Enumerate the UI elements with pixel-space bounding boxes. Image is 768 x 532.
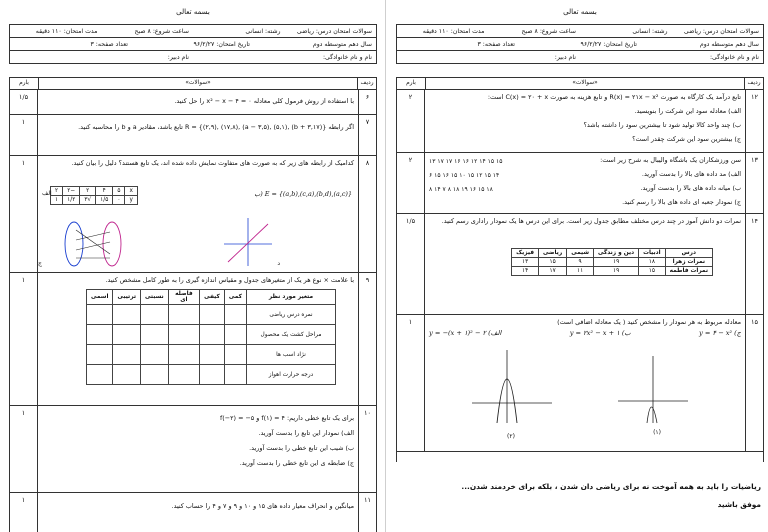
table-cell: مراحل کشت یک محصول	[247, 325, 336, 345]
col-row: ردیف	[357, 78, 376, 89]
exam-header	[9, 24, 377, 64]
question-number: ۱۲	[745, 90, 763, 152]
answer-cell[interactable]	[113, 365, 141, 385]
answer-cell[interactable]	[168, 305, 199, 325]
graph-2-label: (۲)	[507, 433, 515, 440]
table-cell: ۰	[113, 196, 125, 205]
question-score: ۱	[10, 156, 38, 272]
answer-cell[interactable]	[200, 305, 225, 325]
label-a: الف	[42, 190, 52, 197]
answer-cell[interactable]	[168, 345, 199, 365]
table-cell: درجه حرارت اهواز	[247, 365, 336, 385]
table-header: شیمی	[567, 249, 594, 258]
question-score: ۲	[397, 153, 425, 213]
table-cell: ۱۹	[594, 258, 639, 267]
table-cell: نمره درس ریاضی	[247, 305, 336, 325]
question-part: ج) ضابطه ی این تابع خطی را بدست آورید.	[239, 459, 354, 467]
start-time: ساعت شروع: ۸ صبح	[521, 27, 576, 35]
col-questions: «سوالات»	[572, 80, 598, 86]
question-part: الف) مد داده های بالا را بدست آورید.	[641, 170, 741, 178]
answer-cell[interactable]	[224, 305, 246, 325]
question-number: ۱۴	[745, 214, 763, 314]
question-part: ب) چند واحد کالا تولید شود تا بیشترین سود را داشته باشد؟	[583, 121, 741, 129]
page-divider	[385, 0, 386, 532]
answer-cell[interactable]	[200, 365, 225, 385]
table-cell: نمرات فاطمه	[665, 267, 712, 276]
table-cell: ۱/۲	[63, 196, 80, 205]
closing-quote: ریاضیات را باید به همه آموخت نه برای ریاضی دان شدن ، بلکه برای خردمند شدن...	[461, 482, 761, 491]
table-cell: ۱۳	[512, 258, 539, 267]
question-13	[397, 153, 763, 214]
question-number: ۸	[358, 156, 376, 272]
graph-2	[467, 345, 557, 431]
table-header: کیفی	[200, 290, 225, 305]
table-cell: −۲	[63, 187, 80, 196]
subject: سوالات امتحان درس: ریاضی	[296, 27, 372, 35]
table-header: فاصله ای	[168, 290, 199, 305]
table-header: ترتیبی	[113, 290, 141, 305]
field: رشته: انسانی	[632, 27, 668, 35]
table-cell: ۱۱	[567, 267, 594, 276]
table-cell: ۵	[113, 187, 125, 196]
page-count: تعداد صفحه: ۳	[477, 40, 515, 48]
question-table	[9, 77, 377, 532]
table-header: اسمی	[87, 290, 113, 305]
question-text: میانگین و انحراف معیار داده های ۱۵ و ۱۰ و ۹ و ۷ و ۴ را حساب کنید.	[171, 502, 354, 510]
question-6	[10, 90, 376, 115]
question-9	[10, 273, 376, 406]
data-row: ۱۵ ۱۵ ۱۴ ۱۲ ۱۶ ۱۶ ۱۷ ۱۷ ۱۳	[429, 158, 503, 165]
answer-cell[interactable]	[87, 305, 113, 325]
question-text: نمرات دو دانش آموز در چند درس مختلف مطابق جدول زیر است. برای این درس ها یک نمودار راداری رسم کنید.	[441, 217, 741, 225]
bismillah: بسمه تعالی	[176, 8, 210, 16]
col-score: بارم	[10, 78, 39, 89]
label-d: د	[277, 260, 280, 267]
answer-cell[interactable]	[141, 345, 169, 365]
question-text: تابع درآمد یک کارگاه به صورت R(x) = ۲۱x − x² و تابع هزینه به صورت C(x) = ۲۰ + x است:	[487, 93, 741, 101]
student-name: نام و نام خانوادگی:	[709, 53, 759, 61]
table-cell: ۱/۵	[96, 196, 113, 205]
question-number: ۱۵	[745, 315, 763, 451]
question-part: ب) میانه داده های بالا را بدست آورید.	[640, 184, 741, 192]
question-7	[10, 115, 376, 156]
table-cell: ۱	[51, 196, 63, 205]
answer-cell[interactable]	[141, 325, 169, 345]
duration: مدت امتحان: ۱۱۰ دقیقه	[422, 27, 485, 35]
exam-header	[396, 24, 764, 64]
exam-page-2	[4, 0, 382, 532]
variables-table	[86, 289, 336, 385]
table-cell: ۱۹	[594, 267, 639, 276]
grade: سال دهم متوسطه دوم	[699, 40, 759, 48]
answer-cell[interactable]	[141, 305, 169, 325]
answer-cell[interactable]	[113, 325, 141, 345]
table-cell: ۹	[567, 258, 594, 267]
question-12	[397, 90, 763, 153]
exam-page-1	[391, 0, 768, 532]
answer-cell[interactable]	[87, 325, 113, 345]
good-luck: موفق باشید	[717, 500, 761, 509]
line-graph	[220, 216, 276, 268]
question-number: ۷	[358, 115, 376, 155]
question-15	[397, 315, 763, 452]
question-text: با علامت × نوع هر یک از متغیرهای جدول و مقیاس اندازه گیری را به طور کامل مشخص کنید.	[105, 276, 354, 284]
question-score: ۲	[397, 90, 425, 152]
label-b: ب	[254, 190, 261, 198]
answer-cell[interactable]	[168, 365, 199, 385]
question-number: ۶	[358, 90, 376, 114]
teacher-name: نام دبیر:	[167, 53, 189, 61]
question-text: کدامیک از رابطه های زیر که به صورت های متفاوت نمایش داده شده اند، یک تابع هستند؟ دلیل را بیان کنید.	[71, 159, 354, 167]
table-cell: ۲	[51, 187, 63, 196]
question-part: ج) نمودار جعبه ای داده های بالا را رسم کنید.	[622, 198, 741, 206]
question-text: برای یک تابع خطی داریم: f(۱) = ۴ و f(−۲) = −۵	[220, 414, 354, 422]
answer-cell[interactable]	[87, 345, 113, 365]
table-cell: ۱۵	[539, 258, 567, 267]
label-c: ج	[38, 260, 42, 267]
table-cell: y	[125, 196, 137, 205]
question-score: ۱	[10, 273, 38, 405]
answer-cell[interactable]	[200, 345, 225, 365]
question-part: ب) شیب این تابع خطی را بدست آورید.	[249, 444, 354, 452]
teacher-name: نام دبیر:	[554, 53, 576, 61]
table-header: درس	[665, 249, 712, 258]
question-table	[396, 77, 764, 462]
field: رشته: انسانی	[245, 27, 281, 35]
question-text: با استفاده از روش فرمول کلی معادله x² − x − ۴ = ۰ را حل کنید.	[174, 97, 354, 105]
table-header: فیزیک	[512, 249, 539, 258]
table-header: متغیر مورد نظر	[247, 290, 336, 305]
question-11	[10, 493, 376, 532]
option-a: الف) y = −(x + ۱)² − ۲	[429, 329, 502, 337]
grade: سال دهم متوسطه دوم	[312, 40, 372, 48]
question-number: ۱۱	[358, 493, 376, 532]
mapping-diagram	[46, 218, 136, 270]
exam-date: تاریخ امتحان: ۹۶/۲/۲۷	[193, 40, 250, 48]
table-cell: نمرات زهرا	[665, 258, 712, 267]
question-score: ۱	[10, 493, 38, 532]
question-8	[10, 156, 376, 273]
question-part: الف) نمودار این تابع را بدست آورید.	[258, 429, 354, 437]
table-cell: x	[125, 187, 137, 196]
page-count: تعداد صفحه: ۳	[90, 40, 128, 48]
question-text: اگر رابطه R = {(۲,۹), (۱۷,۸), (a − ۳,۵), (۵,۱), (b + ۳,۱۷)} تابع باشد، مقادیر a و b را محاسبه کنید.	[78, 123, 354, 131]
answer-cell[interactable]	[224, 365, 246, 385]
question-part: ج) بیشترین سود این شرکت چقدر است؟	[632, 135, 741, 143]
table-cell: ۱۵	[639, 267, 666, 276]
answer-cell[interactable]	[224, 345, 246, 365]
graph-1	[613, 351, 693, 431]
question-text: سن ورزشکاران یک باشگاه والیبال به شرح زیر است:	[600, 156, 741, 164]
question-score: ۱/۵	[397, 214, 425, 314]
student-name: نام و نام خانوادگی:	[322, 53, 372, 61]
exam-date: تاریخ امتحان: ۹۶/۲/۲۷	[580, 40, 637, 48]
xy-table	[50, 186, 138, 205]
table-cell: ۱۴	[512, 267, 539, 276]
table-header: ریاضی	[539, 249, 567, 258]
table-cell: ۱۸	[639, 258, 666, 267]
start-time: ساعت شروع: ۸ صبح	[134, 27, 189, 35]
question-score: ۱	[10, 115, 38, 155]
data-row: ۱۴ ۱۵ ۱۲ ۱۵ ۱۰ ۱۵ ۱۶ ۱۵ ۶	[429, 172, 500, 179]
graph-1-label: (۱)	[653, 429, 661, 436]
table-cell: ۴	[96, 187, 113, 196]
option-b: ب) y = ۲x² − x + ۱	[569, 329, 631, 337]
question-number: ۹	[358, 273, 376, 405]
answer-cell[interactable]	[87, 365, 113, 385]
set-e-expr: E = {(a,b),(c,a),(b,d),(a,c)}	[264, 190, 352, 198]
option-c: ج) y = ۴ − x²	[699, 329, 741, 337]
answer-cell[interactable]	[168, 325, 199, 345]
question-score: ۱	[397, 315, 425, 451]
question-number: ۱۳	[745, 153, 763, 213]
table-cell: ۱۷	[539, 267, 567, 276]
question-14	[397, 214, 763, 315]
table-header: کمی	[224, 290, 246, 305]
col-score: بارم	[397, 78, 426, 89]
grades-table	[511, 248, 713, 276]
answer-cell[interactable]	[113, 305, 141, 325]
data-row: ۱۸ ۱۵ ۱۶ ۱۹ ۱۸ ۸ ۷ ۱۴ ۸	[429, 186, 493, 193]
table-cell: ۲	[80, 187, 96, 196]
table-cell: √۳	[80, 196, 96, 205]
answer-cell[interactable]	[113, 345, 141, 365]
question-score: ۱/۵	[10, 90, 38, 114]
answer-cell[interactable]	[224, 325, 246, 345]
answer-cell[interactable]	[200, 325, 225, 345]
table-header: دین و زندگی	[594, 249, 639, 258]
set-e: ب) E = {(a,b),(c,a),(b,d),(a,c)}	[254, 190, 352, 198]
question-part: الف) معادله سود این شرکت را بنویسید.	[634, 107, 741, 115]
table-header: ادبیات	[639, 249, 666, 258]
subject: سوالات امتحان درس: ریاضی	[683, 27, 759, 35]
question-number: ۱۰	[358, 406, 376, 492]
table-cell: نژاد اسب ها	[247, 345, 336, 365]
question-10	[10, 406, 376, 493]
duration: مدت امتحان: ۱۱۰ دقیقه	[35, 27, 98, 35]
question-score: ۱	[10, 406, 38, 492]
question-text: معادله مربوط به هر نمودار را مشخص کنید ( یک معادله اضافی است)	[557, 318, 741, 326]
answer-cell[interactable]	[141, 365, 169, 385]
col-row: ردیف	[744, 78, 763, 89]
table-header: نسبتی	[141, 290, 169, 305]
col-questions: «سوالات»	[185, 80, 211, 86]
bismillah: بسمه تعالی	[563, 8, 597, 16]
